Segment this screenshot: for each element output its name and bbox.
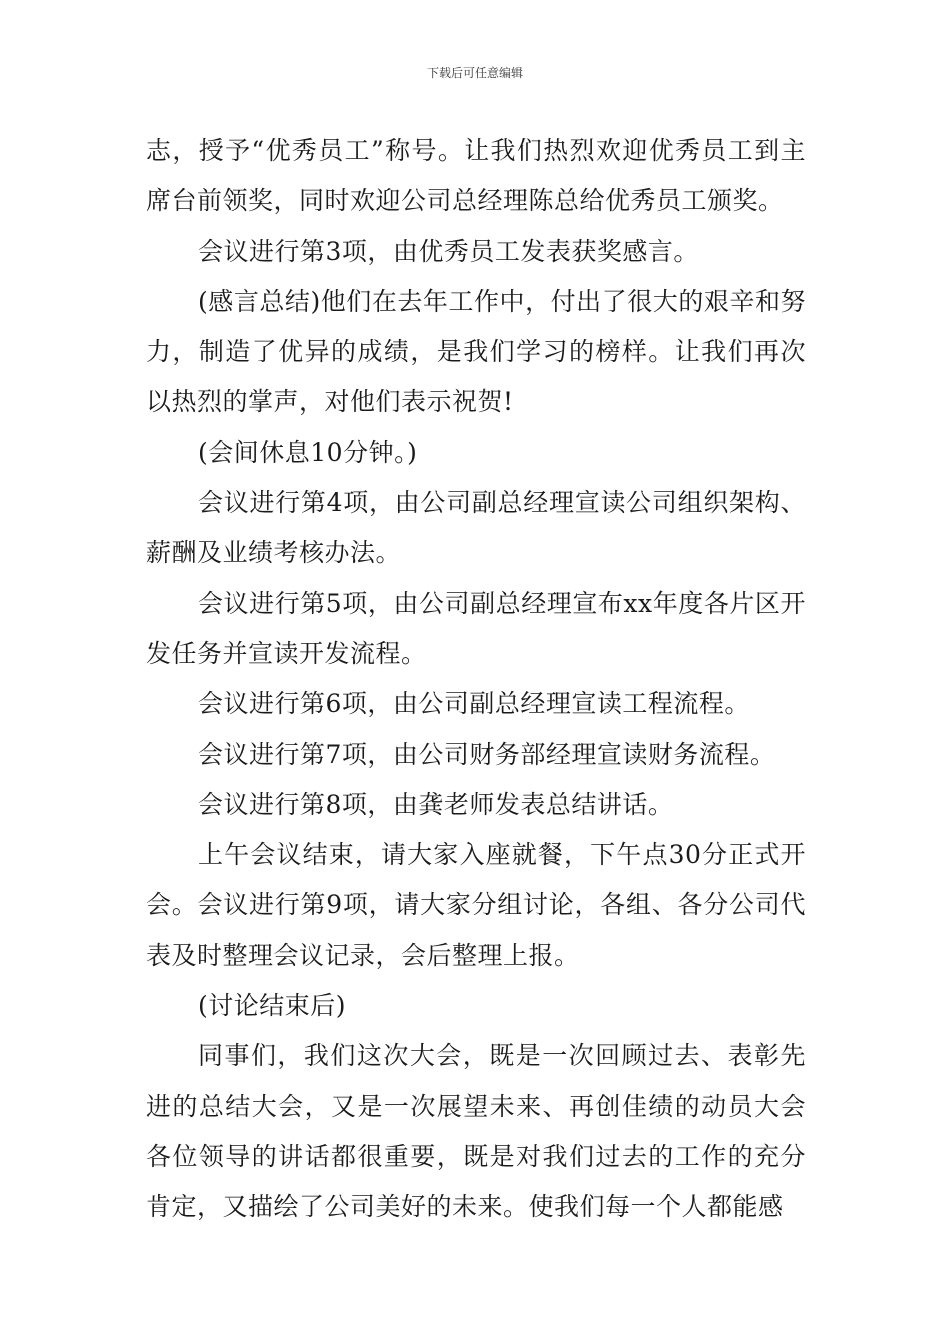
paragraph-closing-remarks: 同事们，我们这次大会，既是一次回顾过去、表彰先进的总结大会，又是一次展望未来、再创佳绩的动员大会各位领导的讲话都很重要，既是对我们过去的工作的充分肯定，又描绘了公司美好的未来。使我们每一个人都能感 xyxy=(146,1041,806,1222)
document-body xyxy=(146,126,806,1233)
paragraph-item-3: 会议进行第3项，由优秀员工发表获奖感言。 xyxy=(198,236,699,266)
paragraph-item-6: 会议进行第6项，由公司副总经理宣读工程流程。 xyxy=(198,689,750,719)
paragraph-item-4: 会议进行第4项，由公司副总经理宣读公司组织架构、薪酬及业绩考核办法。 xyxy=(146,488,806,568)
paragraph-item-8: 会议进行第8项，由龚老师发表总结讲话。 xyxy=(198,789,674,819)
paragraph-item-5: 会议进行第5项，由公司副总经理宣布xx年度各片区开发任务并宣读开发流程。 xyxy=(146,588,806,668)
page-header-note: 下载后可任意编辑 xyxy=(426,66,523,80)
paragraph-award-continuation: 志，授予“优秀员工”称号。让我们热烈欢迎优秀员工到主席台前领奖，同时欢迎公司总经理陈总给优秀员工颁奖。 xyxy=(146,136,806,216)
paragraph-item-7: 会议进行第7项，由公司财务部经理宣读财务流程。 xyxy=(198,739,776,769)
paragraph-morning-end: 上午会议结束，请大家入座就餐，下午点30分正式开会。会议进行第9项，请大家分组讨论，各组、各分公司代表及时整理会议记录，会后整理上报。 xyxy=(146,840,806,970)
paragraph-discussion-end: (讨论结束后) xyxy=(198,991,347,1021)
paragraph-break-note: (会间休息10分钟。) xyxy=(198,437,418,467)
paragraph-speech-summary: (感言总结)他们在去年工作中，付出了很大的艰辛和努力，制造了优异的成绩，是我们学习的榜样。让我们再次以热烈的掌声，对他们表示祝贺! xyxy=(146,286,806,417)
